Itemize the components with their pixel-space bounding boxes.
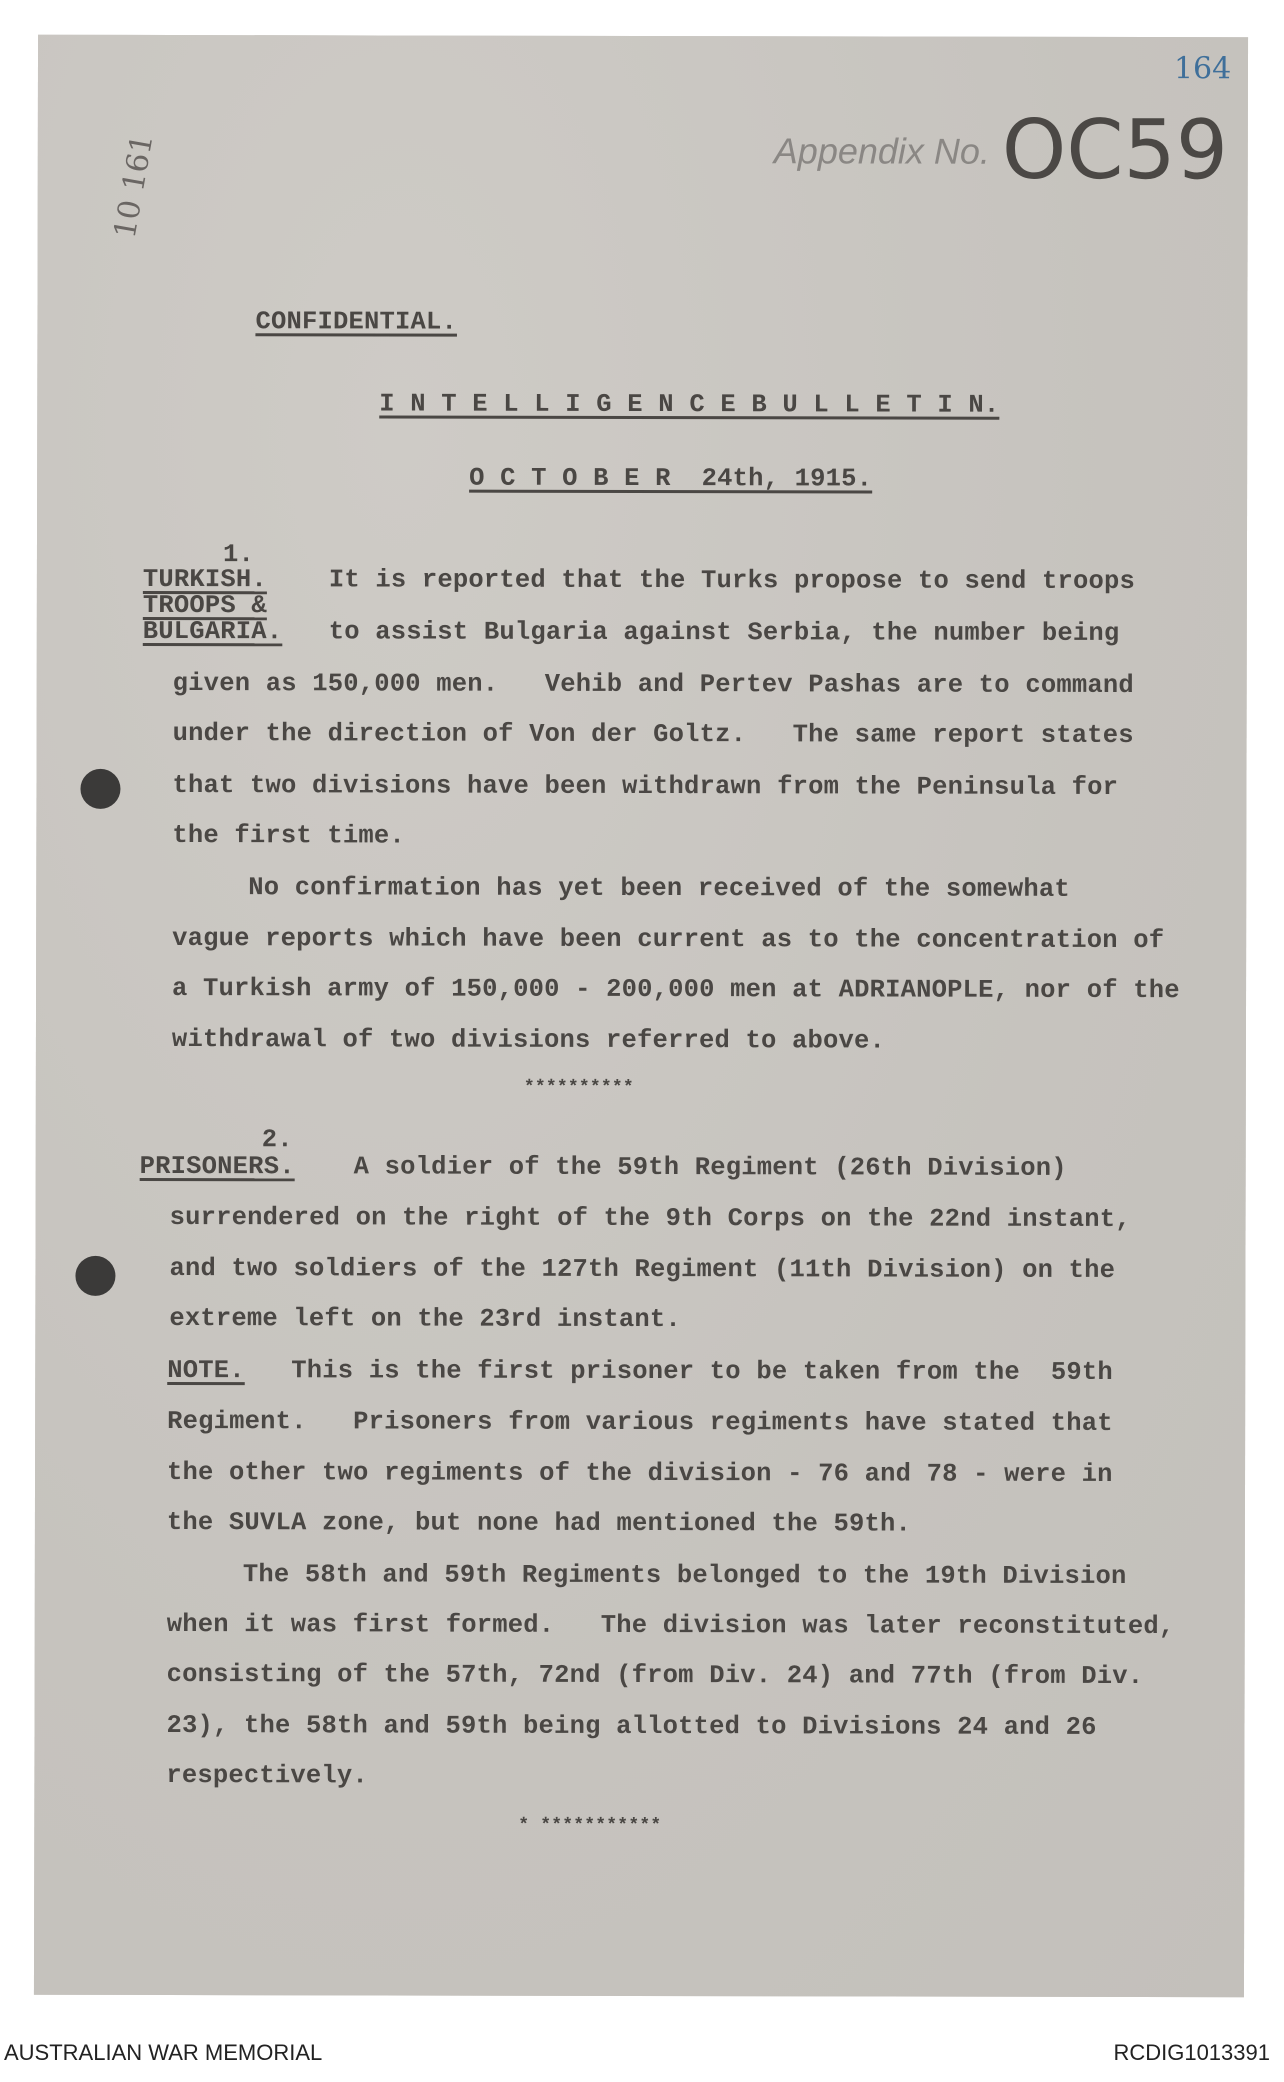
paragraph-line: vague reports which have been current as to the concentration of [172, 924, 1165, 956]
paragraph-line: This is the first prisoner to be taken from the 59th [291, 1356, 1113, 1387]
classification-heading: CONFIDENTIAL. [255, 307, 458, 337]
margin-reference: 10 161 [107, 131, 161, 242]
bulletin-date: O C T O B E R 24th, 1915. [469, 463, 873, 494]
paragraph-line: the other two regiments of the division - 76 and 78 - were in [167, 1458, 1113, 1489]
footer-image-id: RCDIG1013391 [1113, 2040, 1270, 2065]
paragraph-line: surrendered on the right of the 9th Corps on the 22nd instant, [169, 1203, 1131, 1235]
document-page [34, 35, 1248, 1998]
section-number: 2. [261, 1125, 293, 1155]
section-number: 1. [222, 540, 255, 570]
note-label: NOTE. [167, 1356, 245, 1386]
paragraph-line: Regiment. Prisoners from various regiments have stated that [167, 1407, 1113, 1438]
section-heading: PRISONERS. [139, 1151, 295, 1182]
paragraph-line: extreme left on the 23rd instant. [169, 1304, 681, 1335]
paragraph-line: under the direction of Von der Goltz. The same report states [172, 719, 1134, 751]
separator: * *********** [518, 1815, 662, 1837]
paragraph-line: consisting of the 57th, 72nd (from Div. 24) and 77th (from Div. [166, 1660, 1144, 1692]
appendix-label: Appendix No. [773, 130, 990, 172]
section-heading: TROOPS & [142, 590, 267, 621]
paragraph-line: the first time. [172, 821, 405, 851]
section-heading: BULGARIA. [142, 616, 283, 647]
section-heading: TURKISH. [142, 564, 267, 595]
paragraph-line: to assist Bulgaria against Serbia, the number being [328, 617, 1120, 649]
paragraph-line: a Turkish army of 150,000 - 200,000 men at ADRIANOPLE, nor of the [172, 974, 1180, 1006]
paragraph-line: the SUVLA zone, but none had mentioned the 59th. [166, 1508, 912, 1539]
separator: ********** [523, 1077, 634, 1098]
paragraph-line: withdrawal of two divisions referred to above. [171, 1025, 886, 1056]
footer-institution: AUSTRALIAN WAR MEMORIAL [4, 2040, 323, 2065]
punch-hole [75, 1256, 115, 1296]
paragraph-line: and two soldiers of the 127th Regiment (11th Division) on the [169, 1254, 1116, 1285]
folio-number: 164 [1173, 51, 1232, 87]
paragraph-line: 23), the 58th and 59th being allotted to Divisions 24 and 26 [166, 1711, 1097, 1742]
punch-hole [80, 769, 120, 809]
paragraph-line: given as 150,000 men. Vehib and Pertev Pashas are to command [172, 669, 1134, 701]
paragraph-line: when it was first formed. The division was later reconstituted, [166, 1610, 1175, 1642]
bulletin-title: I N T E L L I G E N C E B U L L E T I N. [379, 389, 1000, 420]
paragraph-line: A soldier of the 59th Regiment (26th Division) [353, 1152, 1067, 1183]
paragraph-line: No confirmation has yet been received of the somewhat [248, 873, 1070, 904]
paragraph-line: respectively. [166, 1761, 368, 1791]
appendix-number: OC59 [1001, 102, 1229, 199]
paragraph-line: It is reported that the Turks propose to send troops [328, 565, 1136, 597]
paragraph-line: that two divisions have been withdrawn from the Peninsula for [172, 771, 1119, 802]
paragraph-line: The 58th and 59th Regiments belonged to the 19th Division [242, 1560, 1127, 1592]
